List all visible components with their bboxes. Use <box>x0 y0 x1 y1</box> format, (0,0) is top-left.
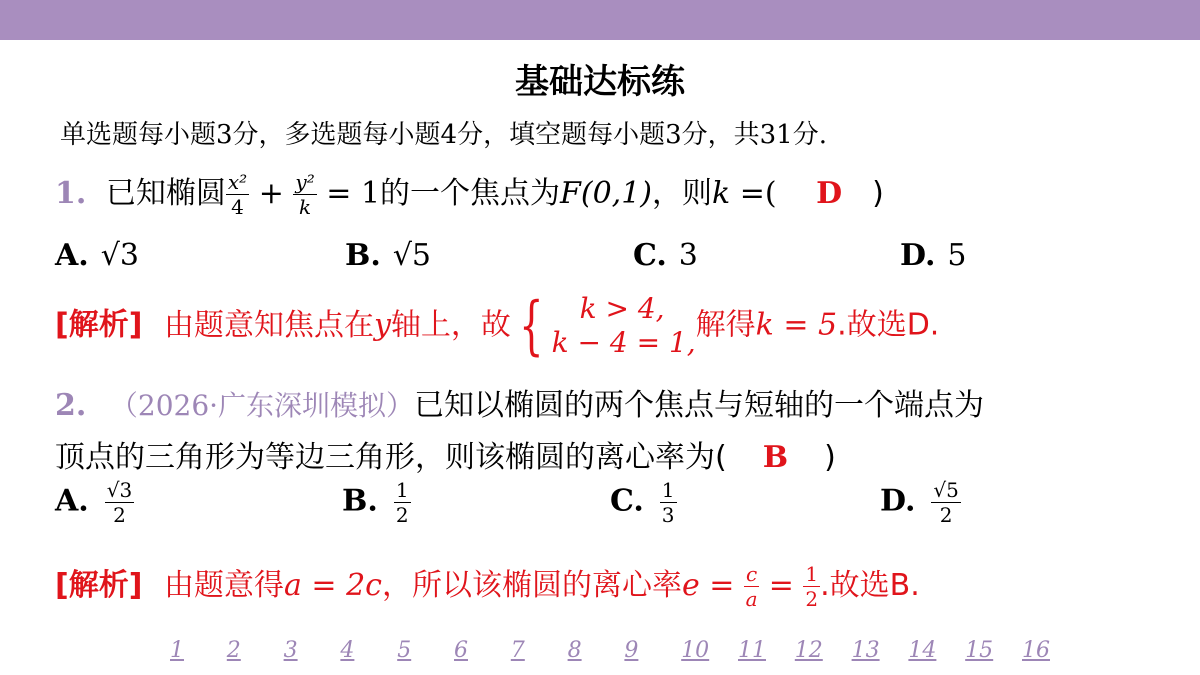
intro-text: 单选题每小题3分，多选题每小题4分，填空题每小题3分，共31分. <box>60 120 827 150</box>
q2-option-b: B. $\frac{1}{2}$ <box>342 478 409 527</box>
q1-option-c: C. 3 <box>633 238 698 273</box>
nav-link-14[interactable]: 14 <box>908 638 937 663</box>
nav-link-12[interactable]: 12 <box>794 638 823 663</box>
nav-link-4[interactable]: 4 <box>340 638 355 663</box>
question-number: 1. <box>55 176 87 211</box>
nav-link-13[interactable]: 13 <box>851 638 880 663</box>
q1-option-a: A. √3 <box>55 238 139 273</box>
question-2-line-2: 顶点的三角形为等边三角形，则该椭圆的离心率为( B ) <box>55 440 836 475</box>
nav-link-3[interactable]: 3 <box>283 638 298 663</box>
page-title: 基础达标练 <box>515 62 685 102</box>
answer-q1: D <box>816 176 843 211</box>
fraction: $\frac{\text{y²}}{k}$ <box>295 170 315 219</box>
q2-option-a: A. $\frac{√3}{2}$ <box>55 478 133 527</box>
analysis-q2: [解析] 由题意得a = 2c，所以该椭圆的离心率e = $\frac{c}{a}$ = $\frac{1}{2}$ .故选B. <box>55 562 920 611</box>
q1-option-d: D. 5 <box>900 238 967 273</box>
nav-link-9[interactable]: 9 <box>624 638 639 663</box>
nav-link-11[interactable]: 11 <box>738 638 766 663</box>
q2-option-d: D. $\frac{√5}{2}$ <box>880 478 959 527</box>
fraction: $\frac{c}{a}$ <box>745 562 758 611</box>
fraction: $\frac{1}{2}$ <box>805 562 819 611</box>
nav-link-5[interactable]: 5 <box>397 638 412 663</box>
answer-q2: B <box>762 440 789 475</box>
q1-option-b: B. √5 <box>345 238 432 273</box>
question-2: 2. （2026·广东深圳模拟）已知以椭圆的两个焦点与短轴的一个端点为 <box>55 388 985 423</box>
q2-option-c: C. $\frac{1}{3}$ <box>610 478 675 527</box>
equation-system: { k > 4, k − 4 = 1, <box>519 289 696 363</box>
nav-link-10[interactable]: 10 <box>681 638 710 663</box>
q1-text-a: 已知椭圆 <box>105 176 226 211</box>
top-bar <box>0 0 1200 40</box>
analysis-tag: [解析] <box>55 568 143 603</box>
nav-link-16[interactable]: 16 <box>1022 638 1050 663</box>
question-source: （2026·广东深圳模拟） <box>109 389 415 422</box>
nav-link-2[interactable]: 2 <box>226 638 241 663</box>
analysis-tag: [解析] <box>55 307 143 343</box>
analysis-q1: [解析] 由题意知焦点在y轴上，故 { k > 4, k − 4 = 1, 解得k = 5.故选D. <box>55 289 940 363</box>
nav-link-7[interactable]: 7 <box>510 638 525 663</box>
question-1: 1. 已知椭圆 $\frac{\text{x²}}{4}$ + $\frac{\text{y²}}{k}$ = 1的一个焦点为F(0,1)，则k =( D ) <box>55 170 884 219</box>
nav-link-15[interactable]: 15 <box>965 638 994 663</box>
nav-link-6[interactable]: 6 <box>454 638 468 663</box>
nav-link-8[interactable]: 8 <box>567 638 582 663</box>
nav-link-1[interactable]: 1 <box>170 638 184 663</box>
question-number: 2. <box>55 388 87 423</box>
fraction: $\frac{\text{x²}}{4}$ <box>227 170 248 219</box>
